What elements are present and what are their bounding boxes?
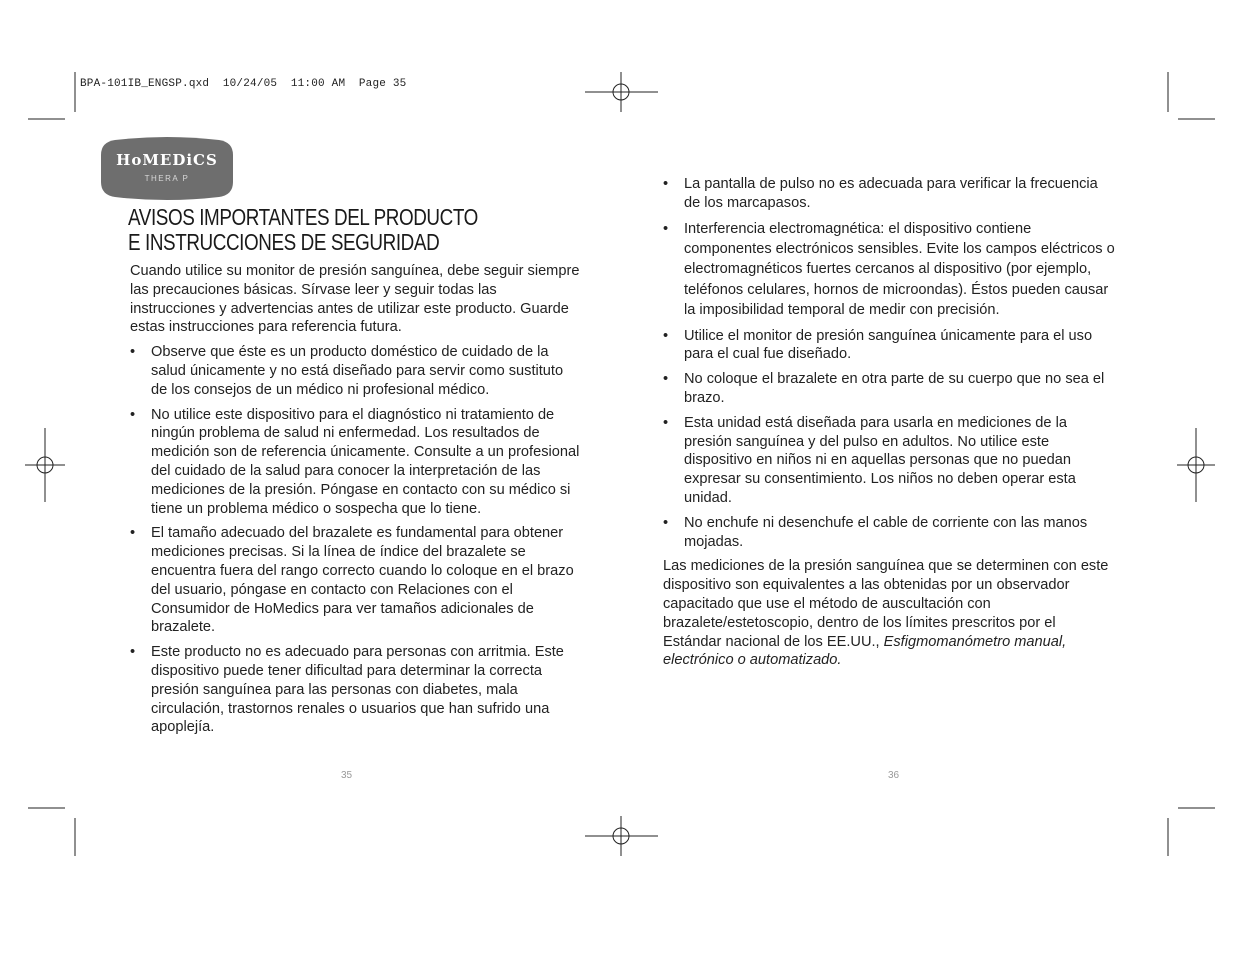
list-item: • Esta unidad está diseñada para usarla en mediciones de la presión sanguínea y del pulso en adultos. No utilice este dispositivo en niños ni en aquellas personas que no puedan expresar su consentimiento. Los niños no deben operar esta unidad. xyxy=(663,414,1076,506)
logo-brand: HoMEDiCS xyxy=(116,151,218,169)
bullet-icon: • xyxy=(663,220,669,237)
logo-subbrand: THERA P xyxy=(144,174,190,183)
registration-mark-right xyxy=(1177,428,1215,502)
page-number-right: 36 xyxy=(888,770,900,781)
list-item: • Observe que éste es un producto doméstico de cuidado de la salud únicamente y no está diseñado para servir como sustituto de los consejos de un médico ni profesional médico. xyxy=(130,344,564,398)
closing-text: Las mediciones de la presión sanguínea que se determinen con este dispositivo son equivalentes a las obtenidas por un observador capacitado que use el método de auscultación con brazalete/estetoscopio, dentro de los límites prescritos por el Estándar nacional de los EE.UU., xyxy=(663,558,1109,650)
bullet-icon: • xyxy=(663,327,669,344)
page-title xyxy=(128,205,478,255)
list-item: • No utilice este dispositivo para el diagnóstico ni tratamiento de ningún problema de salud ni enfermedad. Los resultados de medición son de referencia únicamente. Consulte a un profesional del cuidado de la salud para conocer la interpretación de las mediciones de la presión. Póngase en contacto con su médico si tiene un problema médico o sospecha que lo tiene. xyxy=(130,406,580,517)
registration-mark-left xyxy=(25,428,65,502)
bullet-icon: • xyxy=(130,406,136,423)
left-column xyxy=(130,262,580,743)
list-item: • No enchufe ni desenchufe el cable de corriente con las manos mojadas. xyxy=(663,514,1088,550)
bullet-icon: • xyxy=(663,514,669,531)
list-item: • El tamaño adecuado del brazalete es fundamental para obtener mediciones precisas. Si la línea de índice del brazalete se encuentra fuera del rango correcto cuando lo coloque en el brazo del usuario, póngase en contacto con Relaciones con el Consumidor de HoMedics para ver tamaños adicionales de brazalete. xyxy=(130,525,574,636)
list-item: • Utilice el monitor de presión sanguínea únicamente para el uso para el cual fue diseñado. xyxy=(663,327,1093,363)
bullet-icon: • xyxy=(663,371,669,388)
page-number-left: 35 xyxy=(341,770,353,781)
list-item: • Este producto no es adecuado para personas con arritmia. Este dispositivo puede tener dificultad para determinar la correcta presión sanguínea para las personas con diabetes, mala circulación, trastornos renales o usuarios que han sufrido una apoplejía. xyxy=(130,644,564,736)
right-column xyxy=(663,175,1118,676)
list-item: • No coloque el brazalete en otra parte de su cuerpo que no sea el brazo. xyxy=(663,371,1105,407)
title-line-1: AVISOS IMPORTANTES DEL PRODUCTO xyxy=(128,204,478,230)
registration-mark-bottom xyxy=(585,816,658,856)
homedics-logo xyxy=(101,137,233,200)
intro-paragraph: Cuando utilice su monitor de presión sanguínea, debe seguir siempre las precauciones básicas. Sírvase leer y seguir todas las instrucciones y advertencias antes de utilizar este producto. Guarde estas instrucciones para referencia futura. xyxy=(130,263,580,336)
bullet-icon: • xyxy=(130,644,136,661)
title-line-2: E INSTRUCCIONES DE SEGURIDAD xyxy=(128,229,440,255)
bullet-icon: • xyxy=(663,414,669,431)
print-slug: BPA-101IB_ENGSP.qxd 10/24/05 11:00 AM Page 35 xyxy=(80,78,407,90)
list-item: • La pantalla de pulso no es adecuada para verificar la frecuencia de los marcapasos. xyxy=(663,176,1098,211)
bullet-icon: • xyxy=(130,344,136,361)
closing-italic-text: Esfigmomanómetro manual, electrónico o automatizado. xyxy=(663,633,1067,669)
list-item: • Interferencia electromagnética: el dispositivo contiene componentes electrónicos sensibles. Evite los campos eléctricos o electromagnéticos fuertes cercanos al dispositivo (por ejemplo, teléfonos celulares, hornos de microondas). Éstos pueden causar la imposibilidad temporal de medir con precisión. xyxy=(663,220,1115,319)
bullet-icon: • xyxy=(663,176,669,192)
registration-mark-top xyxy=(585,72,658,112)
closing-paragraph xyxy=(663,557,1118,670)
bullet-icon: • xyxy=(130,525,136,542)
left-bullet-list xyxy=(130,343,580,737)
right-bullet-list xyxy=(663,175,1118,551)
